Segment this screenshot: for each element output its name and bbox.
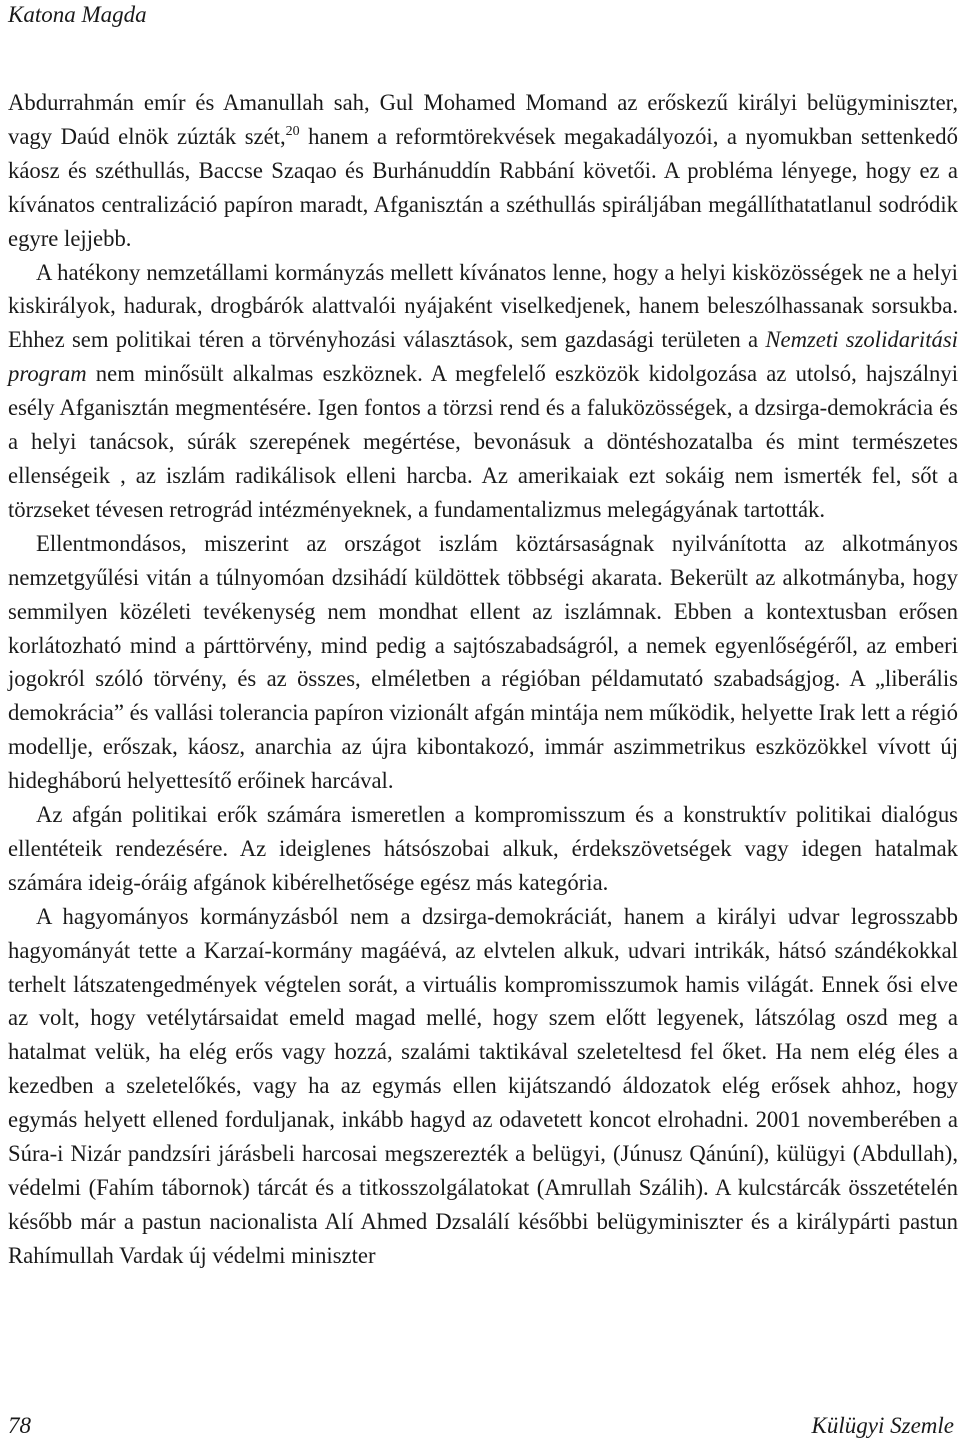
article-body <box>8 86 958 1273</box>
footnote-reference: 20 <box>285 123 300 139</box>
paragraph-5: A hagyományos kormányzásból nem a dzsirga-demokráciát, hanem a királyi udvar legrosszabb hagyományát tette a Karzaí-kormány magáévá, az elvtelen alkuk, udvari intrikák, hátsó szándékokkal terhelt látszatengedmények végtelen sorát, a virtuális kompromisszumok hamis világát. Ennek ősi elve az volt, hogy vetélytársaidat emeld magad mellé, hogy szem előtt legyenek, látszólag oszd meg a hatalmat velük, ha elég erős vagy hozzá, szalámi taktikával szeleteltesd fel őket. Ha nem elég éles a kezedben a szeletelőkés, vagy ha az egymás ellen kijátszandó áldozatok elég erősek ahhoz, hogy egymás helyett ellened forduljanak, inkább hagyd az odavetett koncot elrohadni. 2001 novemberében a Súra-i Nizár pandzsíri járásbeli harcosai megszerezték a belügyi, (Júnusz Qánúní), külügyi (Abdullah), védelmi (Fahím tábornok) tárcát és a titkosszolgálatokat (Amrullah Szálih). A kulcstárcák összetételén később már a pastun nacionalista Alí Ahmed Dzsalálí későbbi belügyminiszter és a királypárti pastun Rahímullah Vardak új védelmi miniszter <box>8 903 958 1268</box>
paragraph-2-text-b: nem minősült alkalmas eszköznek. A megfelelő eszközök kidolgozása az utolsó, hajszálnyi esély Afganisztán megmentésére. Igen fontos a törzsi rend és a faluközösségek, a dzsirga-demokrácia és a helyi tanácsok, súrák szerepének megértése, bevonásuk a döntéshozatalba és mint természetes ellenségeik , az iszlám radikálisok elleni harcba. Az amerikaiak ezt sokáig nem ismerték fel, sőt a törzseket tévesen retrográd intézményeknek, a fundamentalizmus melegágyának tartották. <box>8 361 958 522</box>
paragraph-2-text-a: A hatékony nemzetállami kormányzás mellett kívánatos lenne, hogy a helyi kisközösségek ne a helyi kiskirályok, hadurak, drogbárók alattvalói nyájaként viselkedjenek, hanem beleszólhassanak sorsukba. Ehhez sem politikai téren a törvényhozási választások, sem gazdasági területen a <box>8 259 958 353</box>
paragraph-2 <box>8 256 958 527</box>
paragraph-1-text-a: Abdurrahmán emír és Amanullah sah, Gul Mohamed Momand az erőskezű királyi belügyminiszter, vagy Daúd elnök zúzták szét, <box>8 90 958 149</box>
program-name-italic: Nemzeti szolidaritási program <box>8 327 958 387</box>
paragraph-3: Ellentmondásos, miszerint az országot iszlám köztársaságnak nyilvánította az alkotmányos nemzetgyűlési vitán a túlnyomóan dzsihádí küldöttek többségi akarata. Bekerült az alkotmányba, hogy semmilyen közéleti tevékenység nem mondhat ellent az iszlámnak. Ebben a kontextusban erősen korlátozható mind a párttörvény, mind pedig a sajtószabadságról, a nemek egyenlőségéről, az emberi jogokról szóló törvény, és az összes, elméletben a régióban példamutató szabadságjog. A „liberális demokrácia” és vallási tolerancia papíron vizionált afgán mintája nem működik, helyette Irak lett a régió modellje, erőszak, káosz, anarchia az újra kibontakozó, immár aszimmetrikus eszközökkel vívott új hidegháború helyettesítő erőinek harcával. <box>8 530 958 794</box>
page-number: 78 <box>8 1413 31 1438</box>
paragraph-1-text-b: hanem a reformtörekvések megakadályozói, a nyomukban settenkedő káosz és széthullás, Baccse Szaqao és Burhánuddín Rabbání követői. A probléma lényege, hogy ez a kívánatos centralizáció papíron maradt, Afganisztán a széthullás spiráljában megállíthatatlanul sodródik egyre lejjebb. <box>8 123 958 251</box>
journal-name: Külügyi Szemle <box>811 1413 954 1438</box>
paragraph-1 <box>8 86 958 256</box>
paragraph-4: Az afgán politikai erők számára ismeretlen a kompromisszum és a konstruktív politikai dialógus ellentéteik rendezésére. Az ideiglenes hátsószobai alkuk, érdekszövetségek vagy idegen hatalmak számára ideig-óráig afgánok kibérelhetősége egész más kategória. <box>8 802 958 895</box>
page-footer <box>8 1411 954 1441</box>
running-head-author: Katona Magda <box>8 2 147 27</box>
